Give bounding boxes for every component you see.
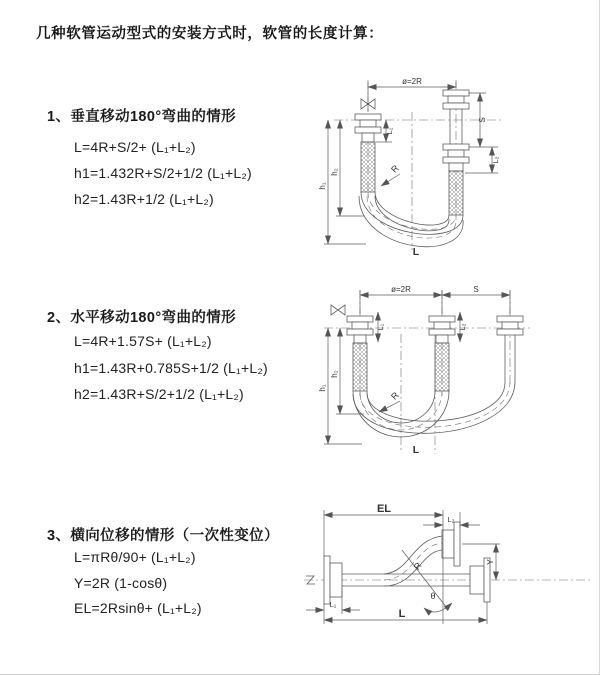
centerlines <box>304 576 592 584</box>
section2-formula-h2: h2=1.43R+S/2+1/2 (L₁+L₂) <box>74 386 244 402</box>
radius-label: R <box>389 163 401 175</box>
shift-label: S <box>473 285 479 294</box>
braid-section <box>435 343 449 391</box>
radius-label: R <box>389 390 401 402</box>
section3-formula-Y: Y=2R (1-cosθ) <box>74 575 168 591</box>
span-label: ø=2R <box>391 285 411 294</box>
span-label: ø=2R <box>402 77 422 86</box>
dimension-h1 <box>318 120 366 244</box>
l1-label: L₁ <box>376 323 385 331</box>
length-label: L <box>412 246 420 258</box>
dimension-l1 <box>376 312 385 342</box>
hose-u-bend <box>359 192 463 247</box>
dimension-h2 <box>330 120 364 216</box>
dimension-span <box>360 285 510 314</box>
section1-formula-L: L=4R+S/2+ (L₁+L₂) <box>74 139 196 155</box>
middle-leg-fitting <box>429 316 455 391</box>
braid-section <box>361 142 375 192</box>
l2-label: L₂ <box>491 156 500 164</box>
radius-label: R <box>411 560 424 572</box>
length-label: L <box>412 444 420 456</box>
section2-heading: 2、水平移动180°弯曲的情形 <box>47 310 237 326</box>
dimension-l2 <box>458 312 467 342</box>
radius-leader <box>402 550 447 608</box>
h1-label: h₁ <box>318 384 327 392</box>
dimension-l <box>324 602 487 624</box>
diagram-lateral-displacement <box>298 500 600 654</box>
theta-label: θ <box>430 591 436 601</box>
radius-leader <box>379 390 401 412</box>
braid-section <box>353 343 367 391</box>
braid-section <box>449 171 463 215</box>
l-label: L <box>398 608 406 620</box>
diagram-vertical-180-bend <box>308 74 526 258</box>
section2-formula-h1: h1=1.43R+0.785S+1/2 (L₁+L₂) <box>74 360 268 376</box>
radius-leader <box>381 163 401 186</box>
s-label: S <box>478 117 487 123</box>
left-leg-fitting <box>355 114 381 192</box>
section3-heading: 3、横向位移的情形（一次性变位） <box>47 528 279 544</box>
section1-heading: 1、垂直移动180°弯曲的情形 <box>47 109 237 125</box>
section1-formula-h1: h1=1.432R+S/2+1/2 (L₁+L₂) <box>74 165 252 181</box>
dimension-l2 <box>423 512 480 528</box>
section3-formula-EL: EL=2Rsinθ+ (L₁+L₂) <box>74 600 202 616</box>
valve-icon <box>331 305 345 315</box>
h1-label: h₁ <box>318 182 327 190</box>
l1-label: L₁ <box>329 600 337 609</box>
section2-formula-L: L=4R+1.57S+ (L₁+L₂) <box>74 333 212 349</box>
section1-formula-h2: h2=1.43R+1/2 (L₁+L₂) <box>74 191 214 207</box>
left-leg-fitting <box>347 316 373 391</box>
l1-label: L₁ <box>385 127 394 135</box>
l2-label: L₂ <box>447 515 455 524</box>
section3-formula-L: L=πRθ/90+ (L₁+L₂) <box>74 549 196 565</box>
page-title: 几种软管运动型式的安装方式时，软管的长度计算： <box>36 26 384 42</box>
dimension-l2 <box>491 147 500 173</box>
h2-label: h₂ <box>330 370 339 378</box>
right-leg-fitting <box>443 90 469 215</box>
dimension-shift <box>442 285 510 295</box>
h2-label: h₂ <box>330 168 339 176</box>
y-label: Y <box>485 559 495 565</box>
l2-label: L₂ <box>458 323 467 331</box>
angle-theta <box>424 591 452 612</box>
diagram-horizontal-180-bend <box>314 284 596 458</box>
el-label: EL <box>376 503 392 515</box>
hose-displaced-position <box>384 522 460 586</box>
hose-u-bend <box>353 382 515 437</box>
left-flange <box>324 556 342 604</box>
